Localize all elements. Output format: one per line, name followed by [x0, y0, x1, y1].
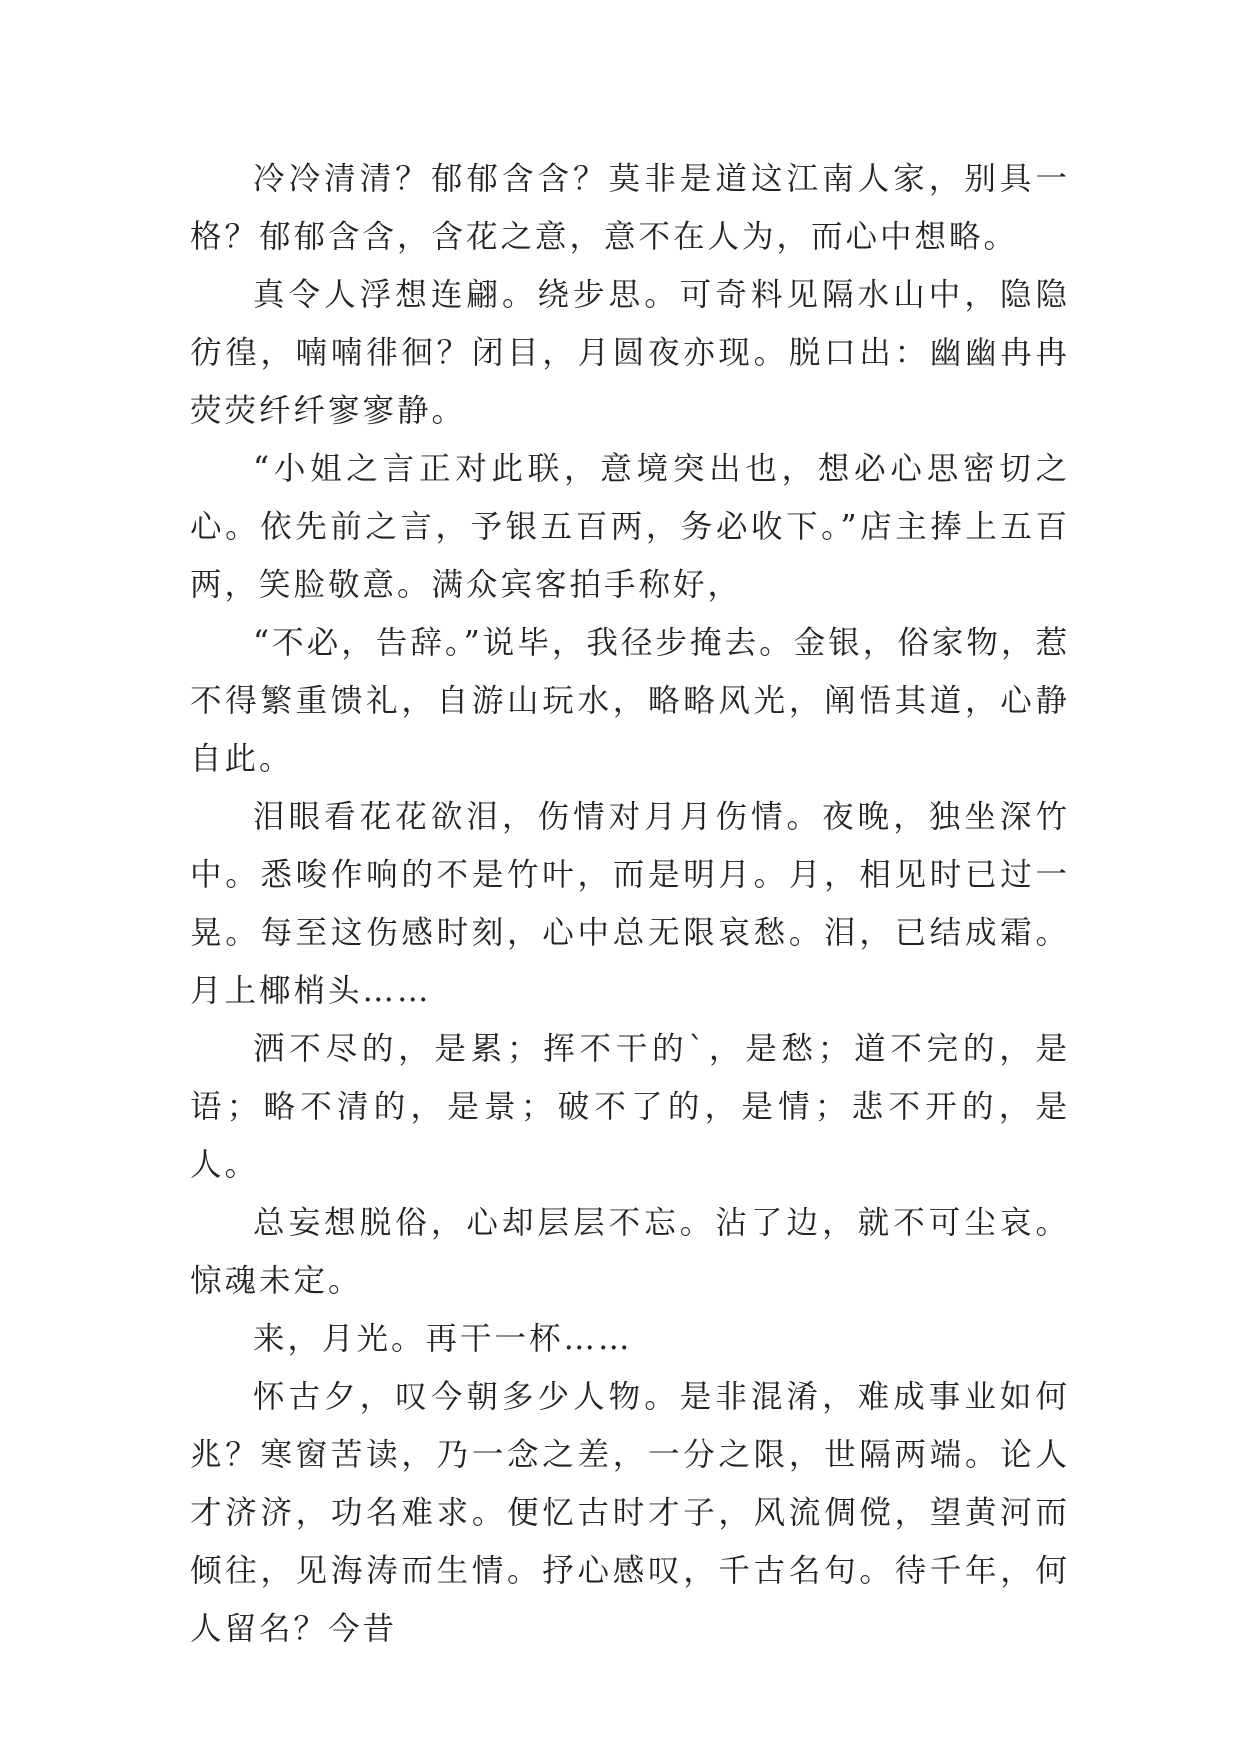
paragraph-2: 真令人浮想连翩。绕步思。可奇料见隔水山中，隐隐彷徨，喃喃徘徊？闭目，月圆夜亦现。脱口出：幽幽冉冉荧荧纤纤寥寥静。: [190, 277, 1070, 429]
document-page: [190, 150, 1070, 1658]
paragraph-3: “小姐之言正对此联，意境突出也，想必心思密切之心。依先前之言，予银五百两，务必收下。”店主捧上五百两，笑脸敬意。满众宾客拍手称好，: [190, 451, 1070, 603]
paragraph-9: 怀古夕，叹今朝多少人物。是非混淆，难成事业如何兆？寒窗苦读，乃一念之差，一分之限，世隔两端。论人才济济，功名难求。便忆古时才子，风流倜傥，望黄河而倾往，见海涛而生情。抒心感叹，千古名句。待千年，何人留名？今昔: [190, 1379, 1070, 1647]
paragraph-7: 总妄想脱俗，心却层层不忘。沾了边，就不可尘哀。惊魂未定。: [190, 1205, 1070, 1299]
paragraph-8: 来，月光。再干一杯……: [253, 1321, 633, 1357]
paragraph-6: 洒不尽的，是累；挥不干的`，是愁；道不完的，是语；略不清的，是景；破不了的，是情；悲不开的，是人。: [190, 1031, 1070, 1183]
paragraph-1: 冷冷清清？郁郁含含？莫非是道这江南人家，别具一格？郁郁含含，含花之意，意不在人为，而心中想略。: [190, 161, 1070, 255]
paragraph-5: 泪眼看花花欲泪，伤情对月月伤情。夜晚，独坐深竹中。悉唆作响的不是竹叶，而是明月。月，相见时已过一晃。每至这伤感时刻，心中总无限哀愁。泪，已结成霜。月上椰梢头……: [190, 799, 1070, 1009]
paragraph-4: “不必，告辞。”说毕，我径步掩去。金银，俗家物，惹不得繁重馈礼，自游山玩水，略略风光，阐悟其道，心静自此。: [190, 625, 1070, 777]
